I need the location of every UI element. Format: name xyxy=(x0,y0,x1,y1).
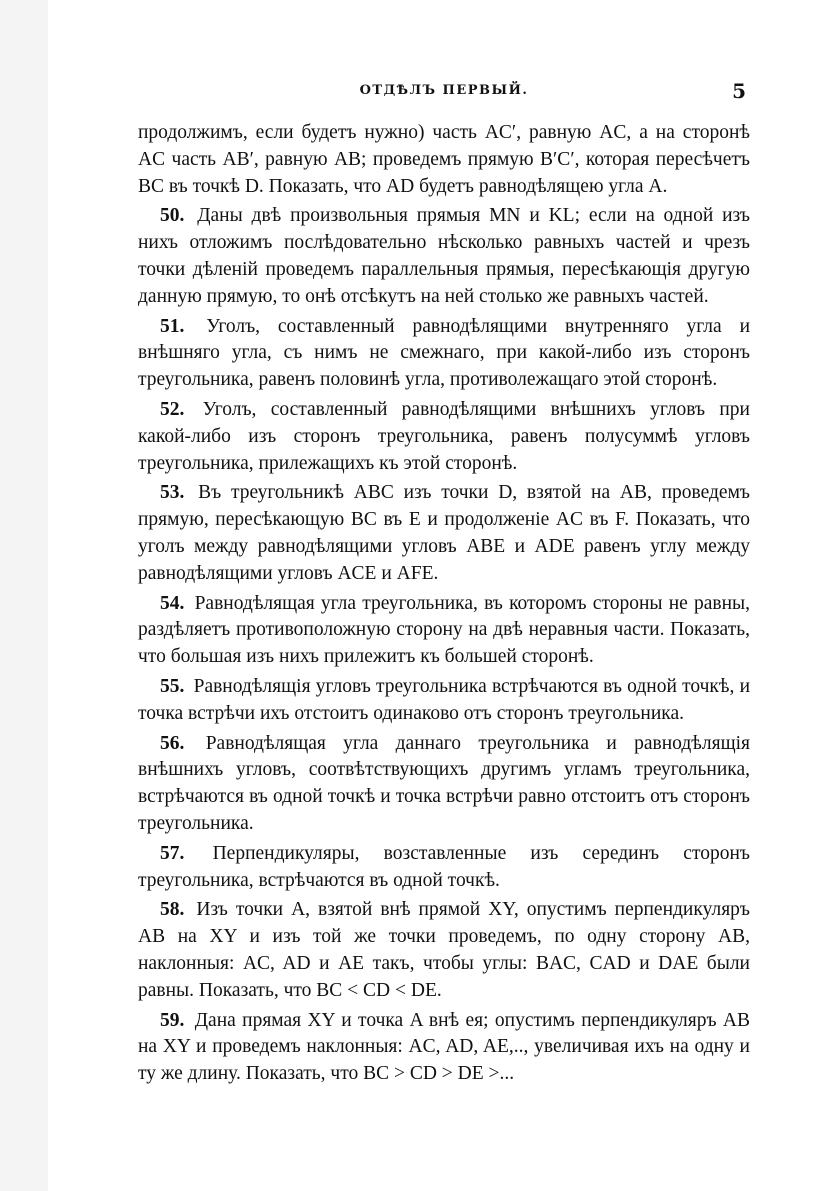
problem-57 xyxy=(138,841,750,895)
problem-58 xyxy=(138,897,750,1004)
problem-59 xyxy=(138,1008,750,1088)
problem-text: Равнодѣлящая угла треугольника, въ которомъ стороны не равны, раздѣляетъ противоположную сторону на двѣ неравныя части. Показать, что большая изъ нихъ прилежитъ къ большей сторонѣ. xyxy=(138,592,750,668)
problem-number: 52. xyxy=(160,398,185,420)
problem-text: Уголъ, составленный равнодѣлящими внѣшнихъ угловъ при какой-либо изъ сторонъ треугольника, равенъ полусуммѣ угловъ треугольника, прилежащихъ къ этой сторонѣ. xyxy=(138,398,750,474)
problem-number: 57. xyxy=(160,842,185,864)
section-title: ОТДѢЛЪ ПЕРВЫЙ. xyxy=(359,83,529,98)
problem-text: Уголъ, составленный равнодѣлящими внутренняго угла и внѣшняго угла, съ нимъ не смежнаго, при какой-либо изъ сторонъ треугольника, равенъ половинѣ угла, противолежащаго этой сторонѣ. xyxy=(138,315,751,391)
problem-text: Равнодѣлящія угловъ треугольника встрѣчаются въ одной точкѣ, и точка встрѣчи ихъ отстоитъ одинаково отъ сторонъ треугольника. xyxy=(138,675,751,724)
problem-text: Равнодѣлящая угла даннаго треугольника и равнодѣлящія внѣшнихъ угловъ, соотвѣтствующихъ другимъ угламъ треугольника, встрѣчаются въ одной точкѣ и точка встрѣчи равно отстоитъ отъ сторонъ треугольника. xyxy=(138,732,750,834)
problem-51 xyxy=(138,314,750,394)
problem-text: Дана прямая XY и точка A внѣ ея; опустимъ перпендикуляръ AB на XY и проведемъ наклонныя: AC, AD, AE,.., увеличивая ихъ на одну и ту же длину. Показать, что BC > CD > DE >... xyxy=(138,1009,751,1085)
problem-number: 56. xyxy=(160,732,185,754)
problem-text: Перпендикуляры, возставленные изъ серединъ сторонъ треугольника, встрѣчаются въ одной точкѣ. xyxy=(138,842,750,891)
problem-number: 58. xyxy=(160,899,185,921)
problem-56 xyxy=(138,731,750,838)
problem-50 xyxy=(138,203,750,310)
problem-number: 59. xyxy=(160,1009,185,1031)
problem-54 xyxy=(138,591,750,671)
problem-text: Въ треугольникѣ ABC изъ точки D, взятой на AB, проведемъ прямую, пересѣкающую BC въ E и продолженіе AC въ F. Показать, что уголъ между равнодѣлящими угловъ ABE и ADE равенъ углу между равнодѣлящими угловъ ACE и AFE. xyxy=(138,482,751,584)
page-margin-shade xyxy=(0,0,48,1191)
running-head xyxy=(138,79,750,105)
page-number: 5 xyxy=(732,79,746,103)
problem-number: 51. xyxy=(160,315,185,337)
problem-55 xyxy=(138,674,750,728)
problem-number: 50. xyxy=(160,205,185,227)
problem-52 xyxy=(138,397,750,477)
problem-text: Даны двѣ произвольныя прямыя MN и KL; если на одной изъ нихъ отложимъ послѣдовательно нѣсколько равныхъ частей и чрезъ точки дѣленій проведемъ параллельныя прямыя, пересѣкающія другую данную прямую, то онѣ отсѣкутъ на ней столько же равныхъ частей. xyxy=(138,205,751,307)
problem-53 xyxy=(138,480,750,587)
paragraph-text: продолжимъ, если будетъ нужно) часть AC′, равную AC, а на сторонѣ AC часть AB′, равную AB; проведемъ прямую B′C′, которая пересѣчетъ BC въ точкѣ D. Показать, что AD будетъ равнодѣлящею угла A. xyxy=(138,122,750,197)
problem-number: 55. xyxy=(160,675,185,697)
paragraph-continued xyxy=(138,120,750,200)
page-body xyxy=(138,120,750,1091)
problem-number: 54. xyxy=(160,592,185,614)
problem-text: Изъ точки A, взятой внѣ прямой XY, опустимъ перпендикуляръ AB на XY и изъ той же точки проведемъ, по одну сторону AB, наклонныя: AC, AD и AE такъ, чтобы углы: BAC, CAD и DAE были равны. Показать, что BC < CD < DE. xyxy=(138,899,750,1001)
problem-number: 53. xyxy=(160,482,185,504)
